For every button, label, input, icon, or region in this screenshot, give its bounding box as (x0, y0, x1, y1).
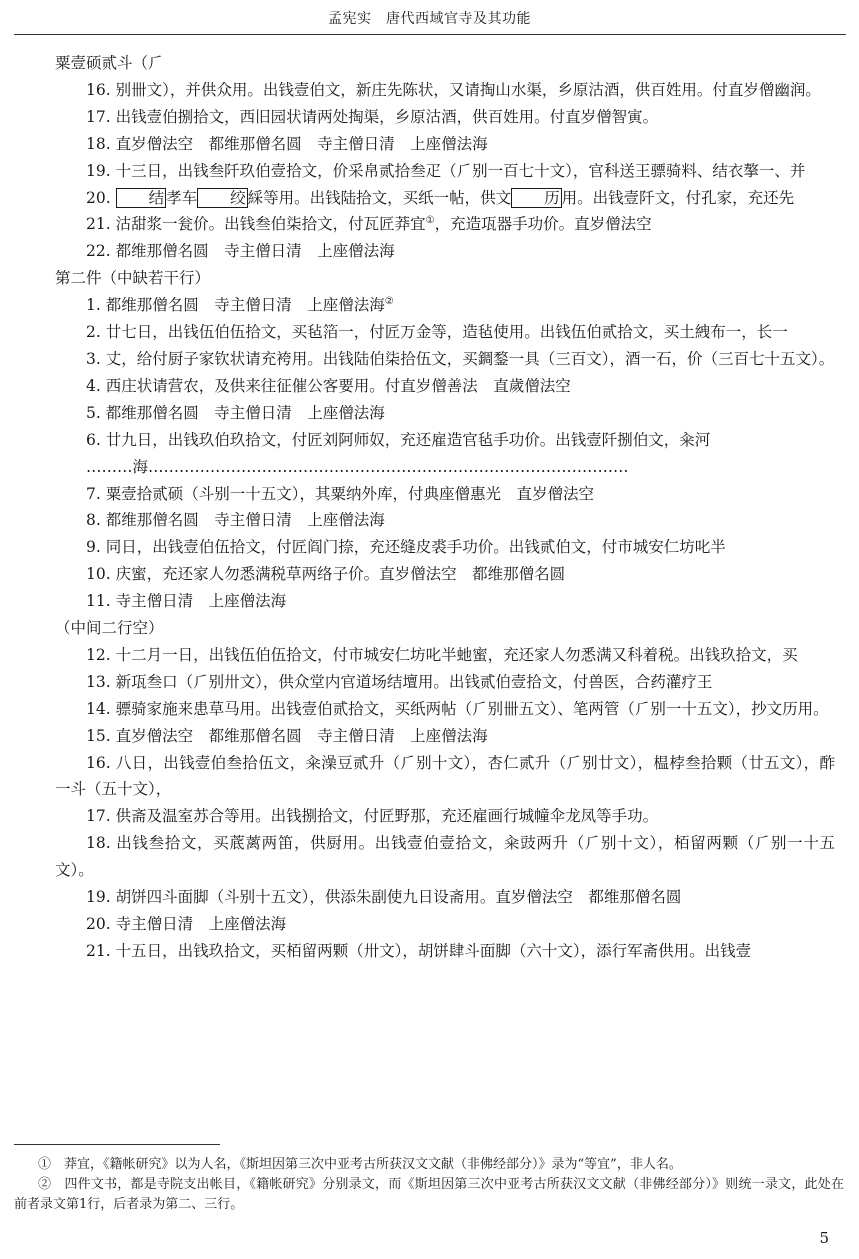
footnote-1 (14, 1155, 844, 1175)
footnote-ref[interactable]: ② (384, 296, 394, 307)
footnote-text: 莽宜，《籍帐研究》以为人名，《斯坦因第三次中亚考古所获汉文文献（非佛经部分）》录为“等宜”，非人名。 (64, 1157, 682, 1172)
footnote-mark: ② (38, 1177, 52, 1192)
running-header (0, 8, 859, 28)
text-line: 18. 出钱叁拾文，买菧蓠两笛，供厨用。出钱壹伯壹拾文，籴豉两升（⺁别十文），栢留两颗（⺁别一十五文）。 (55, 834, 835, 880)
text-line: 4. 西庄状请营农，及供来往征催公客要用。付直岁僧善法 直歲僧法空 (86, 376, 571, 395)
header-author: 孟宪实 (328, 11, 372, 27)
text-span: 1. 都维那僧名圆 寺主僧日清 上座僧法海 (86, 296, 385, 315)
text-line: 19. 胡饼四斗面脚（斗别十五文），供添朱副使九日设斋用。直岁僧法空 都维那僧名圆 (86, 888, 682, 907)
text-line: 8. 都维那僧名圆 寺主僧日清 上座僧法海 (86, 511, 385, 530)
text-span: ，充造瓨器手功价。直岁僧法空 (434, 215, 652, 234)
header-title: 唐代西域官寺及其功能 (386, 11, 531, 27)
footnote-ref[interactable]: ① (425, 215, 435, 227)
text-span: 21. 沽甜浆一瓮价。出钱叁伯柒拾文，付瓦匠莽宜 (86, 215, 426, 234)
page-number: 5 (819, 1229, 829, 1247)
text-line (55, 211, 835, 238)
footnotes (14, 1155, 844, 1215)
text-line: 6. 廿九日，出钱玖伯玖拾文，付匠刘阿师奴，充还雇造官毡手功价。出钱壹阡捌伯文，籴河 (86, 430, 711, 449)
section-heading: 第二件（中缺若干行） (55, 269, 211, 288)
text-span: 綵等用。出钱陆拾文，买纸一帖，供文 (247, 188, 512, 207)
text-line: 20. 寺主僧日清 上座僧法海 (86, 915, 287, 933)
text-line: 19. 十三日，出钱叁阡玖伯壹拾文，价采帛贰拾叁疋（⺁别一百七十文），官科送王骠骑料、结衣摮一、并 (86, 161, 806, 180)
footnote-2 (14, 1175, 844, 1215)
text-line: 17. 供斋及温室苏合等用。出钱捌拾文，付匠野那，充还雇画行城幢伞龙凤等手功。 (86, 807, 659, 826)
footnote-mark: ① (38, 1157, 52, 1172)
text-line: 11. 寺主僧日清 上座僧法海 (86, 592, 287, 611)
text-line: 16. 八日，出钱壹伯叁拾伍文，籴澡豆贰升（⺁别十文），杏仁贰升（⺁别廿文），榅桲叁拾颗（廿五文），酢一斗（五十文）， (55, 753, 835, 799)
text-line: 5. 都维那僧名圆 寺主僧日清 上座僧法海 (86, 403, 385, 422)
boxed-char: 结 (116, 188, 167, 208)
document-body (55, 50, 835, 965)
header-rule (14, 34, 846, 35)
text-line: 16. 别卌文），并供众用。出钱壹伯文，新庄先陈状，又请掏山水渠，乡原沽酒，供百姓用。付直岁僧幽润。 (86, 80, 821, 99)
text-line: 7. 粟壹拾贰硕（斗别一十五文），其粟纳外库，付典座僧惠光 直岁僧法空 (86, 484, 594, 503)
text-span: 用。出钱壹阡文，付孔家，充还先 (561, 188, 795, 207)
text-line: 10. 庆蜜，充还家人勿悉满税草两络子价。直岁僧法空 都维那僧名圆 (86, 565, 566, 584)
text-line: 粟壹硕贰斗（⺁ (55, 54, 164, 72)
text-line: 21. 十五日，出钱玖拾文，买栢留两颗（卅文），胡饼肆斗面脚（六十文），添行军斋供用。出钱壹 (86, 941, 752, 960)
boxed-char: 历 (511, 188, 562, 208)
text-line: 12. 十二月一日，出钱伍伯伍拾文，付市城安仁坊叱半虵蜜，充还家人勿悉满又科着税。出钱玖拾文，买 (86, 645, 798, 664)
text-span: 孝车 (166, 188, 198, 207)
text-line: 17. 出钱壹伯捌拾文，西旧园状请两处掏渠，乡原沽酒，供百姓用。付直岁僧智寅。 (86, 107, 659, 126)
text-line (55, 292, 835, 319)
footnote-rule (14, 1144, 220, 1145)
text-line: 15. 直岁僧法空 都维那僧名圆 寺主僧日清 上座僧法海 (86, 726, 488, 745)
text-line: 22. 都维那僧名圆 寺主僧日清 上座僧法海 (86, 242, 395, 261)
boxed-char: 绞 (197, 188, 248, 208)
text-line: 13. 新瓨叁口（⺁别卅文），供众堂内官道场结壇用。出钱贰伯壹拾文，付兽医，合药灌疗王 (86, 672, 713, 691)
section-note: （中间二行空） (55, 619, 164, 638)
text-line: 2. 廿七日，出钱伍伯伍拾文，买毡箔一，付匠万金等，造毡使用。出钱伍伯贰拾文，买土絏布一，长一 (86, 323, 788, 342)
text-line: ………海………………………………………………………………………………… (86, 457, 629, 476)
text-line: 3. 丈，给付厨子家钦状请充袴用。出钱陆伯柒拾伍文，买錭鍪一具（三百文），酒一石，价（三百七十五文）。 (86, 349, 835, 368)
text-line: 18. 直岁僧法空 都维那僧名圆 寺主僧日清 上座僧法海 (86, 134, 488, 153)
text-line: 9. 同日，出钱壹伯伍拾文，付匠阎门捺，充还缝皮裘手功价。出钱贰伯文，付市城安仁坊叱半 (86, 538, 726, 557)
text-line: 14. 骠骑家施来患草马用。出钱壹伯贰拾文，买纸两帖（⺁别卌五文）、笔两管（⺁别一十五文），抄文历用。 (86, 699, 829, 718)
line-number: 20. (86, 188, 116, 207)
footnote-text: 四件文书，都是寺院支出帐目，《籍帐研究》分别录文，而《斯坦因第三次中亚考古所获汉文文献（非佛经部分）》则统一录文，此处在前者录文第1行，后者录为第二、三行。 (14, 1177, 844, 1212)
text-line (55, 185, 835, 212)
